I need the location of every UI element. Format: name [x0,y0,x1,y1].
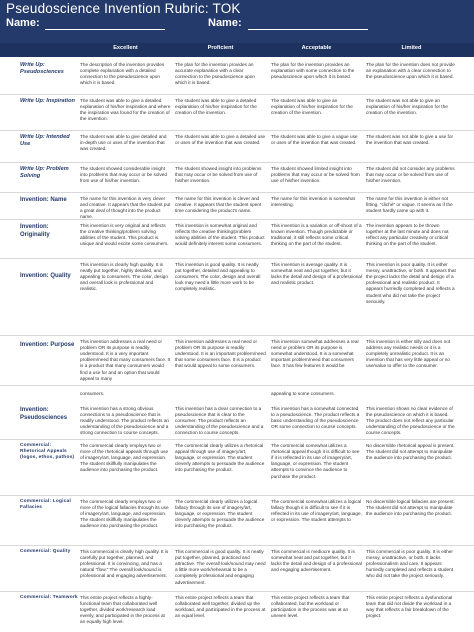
continuation-text: consumers. [80,391,105,396]
cell-limited: This invention is either silly and does not address any realistic needs or it is a completely unrealistic product. It is an invention that has very little appeal or no use/value to offer to the consumer. [366,339,451,369]
cell-limited: The name for this invention is either not fitting, "cliché" or vague. It seems as if the student hardly came up with it. [366,196,453,214]
rubric-row [0,495,474,546]
cell-acceptable: The commercial somewhat utilizes a logical fallacy though it is difficult to see if it is reflected in its use of imagery/art, language, or expression. The student attempts to [271,499,362,523]
cell-limited: This invention shows no clear evidence of the pseudoscience on which it is based. The product does not reflect any particular understanding of the pseudoscience or the course concepts. [366,406,455,436]
cell-proficient: The commercial clearly utilizes a logical fallacy through its use of imagery/art, language, or expression. The student cleverly attempts to persuade the audience into purchasing the product. [175,499,265,529]
cell-limited: The invention appears to be thrown together at the last minute and does not reflect any particular creativity or critical thinking on the part of the student. [366,223,449,247]
cell-acceptable: This invention is average quality. It is somewhat neat and put together, but it lacks the detail and design of a professional and realistic product. [271,262,362,286]
rubric-row [0,162,474,193]
header-limited: Limited [401,45,422,51]
rubric-row [0,192,474,220]
cell-excellent: The commercial clearly employs two or more of the rhetorical appeals through use of imagery/art, language, and expression. The student skillfully manipulates the audience into purchasing the product. [80,443,169,473]
cell-acceptable: This invention somewhat addresses a real need or problem OR its purpose is somewhat understood. It is a somewhat important problem/need that consumers face. It has few features it would be [271,339,359,369]
cell-limited: The student was not able to give a use for the invention that was created. [366,134,454,146]
criterion-label: Commercial: Quality [20,549,71,554]
cell-proficient: This commercial is good quality. It is neatly put together, planned, practiced and attractive. The overall look/sound may need a little more work/rehearsal to be a completely professional and engaging advertisement. [175,549,266,585]
cell-proficient: The plan for the invention provides an accurate explanation with a clear connection to the pseudoscience upon which it is based. [175,62,256,86]
criterion-label: Commercial: Teamwork [20,595,78,600]
cell-acceptable: This invention is a variation or off-shoot of a known invention. Though predictable or traditional, it still reflects some critical thinking on the part of the student. [271,223,362,247]
header-excellent: Excellent [113,45,138,51]
cell-limited: This entire project reflects a dysfunctional team that did not divide the workload in a way that reflects a fair breakdown of the project. [366,595,453,619]
rubric-row [0,402,474,440]
rubric-row [0,258,474,336]
cell-limited: The plan for the invention does not provide an explanation with a clear connection to the pseudoscience upon which it is based. [366,62,455,80]
rubric-row [0,335,474,386]
cell-acceptable: This commercial is mediocre quality. It is somewhat neat and put together, but it lacks the detail and design of a professional and engaging advertisement. [271,549,362,573]
cell-excellent: This invention has a strong obvious connections to a pseudoscience that is readily understood. The product reflects an understanding of the pseudoscience and a strong connection to course concepts. [80,406,170,436]
cell-acceptable: The student was able to give an explanation of his/her inspiration for the creation of the invention. [271,98,353,116]
criterion-label: Write Up: Inspiration [20,98,75,104]
page-title: Pseudoscience Invention Rubric: TOK [6,1,241,16]
cell-proficient: The student showed insight into problems that may occur or be solved from use of his/her invention. [175,166,262,184]
cell-excellent: The commercial clearly employs two or more of the logical fallacies through its use of imagery/art, language, and expression. The student skillfully manipulates the audience into purchasing the product. [80,499,169,529]
cell-excellent: This commercial is clearly high quality. It is carefully put together, planned, and professional. It is convincing, and has a natural "flow." The overall look/sound is professional and engaging advertisement. [80,549,169,579]
cell-excellent: This invention addresses a real need or problem OR its purpose is readily understood. It is a very important problem/need that many consumers face. It is a product that many consumers would find a use for and an option that would appeal to many [80,339,171,381]
cell-limited: This commercial is poor quality. It is either messy, unattractive, or both. It lacks professionalism and care. It appears hurriedly completed and reflects a student who did not take the project seriously. [366,549,454,579]
cell-proficient: The commercial clearly utilizes a rhetorical appeal through use of imagery/art, language, or expression. The student cleverly attempts to persuade the audience into purchasing the product. [175,443,265,473]
cell-excellent: This invention is very original and reflects the creative thinking/problem solving abilities of the student. This product is unique and would excite some consumers. [80,223,169,247]
cell-excellent: The description of the invention provides complete explanation with a detailed connection to the pseudoscience upon which it is based. [80,62,165,86]
rubric-row [0,94,474,131]
cell-excellent: The student showed considerable insight into problems that may occur or be solved from use of his/her invention. [80,166,168,184]
cell-proficient: This invention has a clear connection to a pseudoscience that is clear to the consumer. The product reflects an understanding of the pseudoscience and a connection to course concepts. [175,406,264,436]
cell-acceptable: The student showed limited insight into problems that may occur or be solved from use of his/her invention. [271,166,360,184]
criterion-label: Invention: Name [20,197,67,203]
cell-proficient: This invention is somewhat original and reflects the creative thinking/problem solving abilities of the student. This product would definitely interest some consumers. [175,223,265,247]
cell-proficient: This invention is good quality. It is neatly put together, detailed and appealing to consumers. The color, design and overall look may need a little more work to be completely realistic. [175,262,261,292]
title-banner [0,0,474,43]
criterion-label: Write Up: Problem Solving [20,166,69,179]
criterion-label: Write Up: Pseudosciences [20,62,64,75]
name-label: Name: [6,17,40,29]
cell-proficient: The student was able to give a detailed use or uses of the invention that was created. [175,134,266,146]
rubric-row [0,545,474,592]
cell-proficient: This invention addresses a real need or problem OR its purpose is readily understood. It is an important problem/need that some consumers face. It is a product that would appeal to some consumers. [175,339,266,369]
cell-proficient: This entire project reflects a team that collaborated well together, divided up the workload, and participated in the process at an equal level. [175,595,266,619]
rubric-row [0,591,474,632]
criterion-label: Invention: Purpose [20,342,75,348]
rubric-row [0,439,474,496]
cell-acceptable: The commercial somewhat utilizes a rhetorical appeal though it is difficult to see if it is reflected in its use of imagery/art, language, or expression. The student attempts to convince the audience to purchase the product. [271,443,360,479]
column-header-row [0,43,474,57]
name-blank-line-second [248,29,368,30]
criterion-label: Invention: Quality [20,273,71,279]
rubric-row [0,58,474,95]
criterion-label: Commercial: Logical Fallacies [20,499,71,510]
rubric-row [0,219,474,259]
criterion-label: Write Up: Intended Use [20,134,70,147]
cell-acceptable: The student was able to give a vague use or uses of the invention that was created. [271,134,358,146]
cell-acceptable: The plan for the invention provides an explanation with some connection to the pseudoscience upon which it is based. [271,62,355,80]
cell-limited: No discernible rhetorical appeal is present. The student did not attempt to manipulate the audience into purchasing the product. [366,443,455,461]
cell-acceptable: The name for this invention is somewhat interesting. [271,196,355,208]
cell-limited: The student was not able to give an explanation of his/her inspiration for the creation of the invention. [366,98,448,116]
criterion-label: Invention: Originality [20,224,50,239]
criterion-label: Commercial: Rhetorical Appeals (logos, ethos, pathos) [20,443,75,460]
cell-proficient: The student was able to give a detailed explanation of his/her inspiration for the creation of the invention. [175,98,257,116]
cell-excellent: The student was able to give detailed and in-depth use or uses of the invention that was created. [80,134,167,152]
cell-acceptable: This invention has a somewhat connected to a pseudoscience. The product reflects a basic understanding of the pseudoscience OR some connection to course concepts. [271,406,360,430]
cell-limited: This invention is poor quality. It is either messy, unattractive, or both. It appears that the project lacks the detail and design of a professional and realistic product. It appears hurriedly completed and reflects a student who did not take the project seriously. [366,262,456,304]
name-label-second: Name: [208,17,242,29]
cell-proficient: The name for this invention is clever and creative. It appears that the student spent time considering the product's name. [175,196,262,214]
rubric-row [0,130,474,163]
cell-excellent: The name for this invention is very clever and creative. It appears that the student put a great deal of thought into the product name. [80,196,171,220]
cell-excellent: This entire project reflects a highly-functional team that collaborated well together, divided work/research load evenly, and participated in the process at an equally high level. [80,595,165,625]
cell-excellent: This invention is clearly high quality. It is neatly put together, highly detailed, and appealing to consumers. The color, design and overall look is professional and realistic. [80,262,168,292]
cell-limited: The student did not consider any problems that may occur or be solved from use of his/her invention. [366,166,455,184]
header-acceptable: Acceptable [301,45,332,51]
name-blank-line [45,29,165,30]
cell-excellent: The student was able to give a detailed explanation of his/her inspiration and where the inspiration was found for the creation of the invention. [80,98,171,122]
continuation-text: appealing to some consumers. [271,391,335,396]
criterion-label: Invention: Pseudosciences [20,407,68,422]
cell-limited: No discernible logical fallacies are present. The student did not attempt to manipulate the audience into purchasing the product. [366,499,455,517]
header-proficient: Proficient [207,45,234,51]
cell-acceptable: This entire project reflects a team that collaborated, but the workload or participation in the process was at an uneven level. [271,595,350,619]
